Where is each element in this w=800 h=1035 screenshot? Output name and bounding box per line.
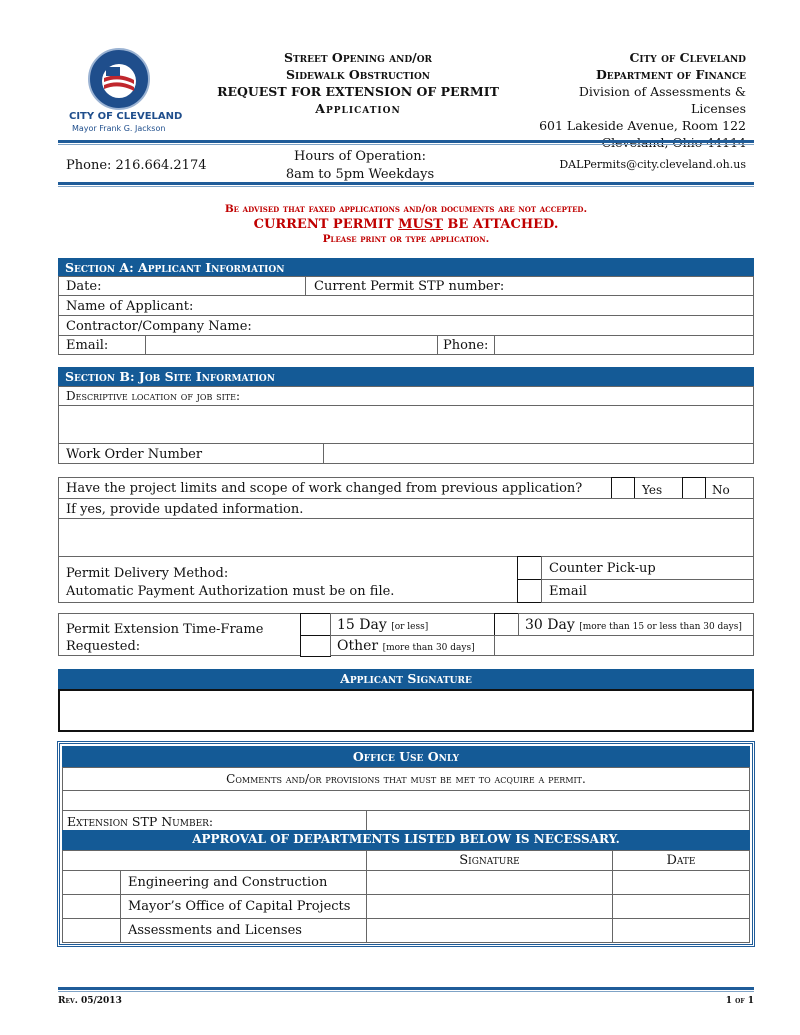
divider	[58, 182, 754, 187]
phone-label-cell	[437, 335, 495, 355]
email-field[interactable]	[145, 335, 438, 355]
signature-field[interactable]	[58, 689, 754, 732]
other-checkbox[interactable]	[300, 635, 331, 657]
signature-cell[interactable]	[366, 918, 613, 943]
stp-number-field[interactable]	[305, 276, 754, 296]
signature-cell[interactable]	[366, 894, 613, 919]
approval-check-cell[interactable]	[62, 894, 121, 919]
location-field[interactable]	[58, 405, 754, 444]
company-label: Contractor/Company Name:	[66, 319, 252, 334]
office-use-header: Office Use Only	[62, 746, 750, 767]
comments-field[interactable]	[62, 790, 750, 811]
timeframe-label-cell	[58, 613, 301, 656]
no-checkbox[interactable]	[682, 477, 706, 499]
department-cell	[120, 894, 367, 919]
department-info	[520, 49, 746, 151]
title-line1: Street Opening and/or	[283, 50, 433, 65]
department-name: Engineering and Construction	[128, 875, 328, 890]
dept-division: Division of Assessments & Licenses	[578, 84, 746, 116]
other-option[interactable]	[330, 635, 495, 656]
approval-check-cell[interactable]	[62, 918, 121, 943]
timeframe-empty-cell	[494, 635, 754, 656]
15-day-option[interactable]	[330, 613, 495, 636]
dept-address: 601 Lakeside Avenue, Room 122	[539, 118, 746, 133]
signature-cell[interactable]	[366, 870, 613, 895]
dept-col-header	[62, 850, 367, 871]
dept-name: Department of Finance	[595, 67, 746, 82]
other-note: [more than 30 days]	[382, 643, 475, 653]
dept-city-zip: Cleveland, Ohio 44114	[601, 135, 746, 150]
timeframe-requested: Requested:	[66, 639, 141, 654]
15-day-checkbox[interactable]	[300, 613, 331, 636]
dept-city: City of Cleveland	[629, 50, 746, 65]
notice-permit: CURRENT PERMIT	[253, 217, 399, 232]
city-seal-logo	[88, 48, 150, 110]
extension-stp-label: Extension STP Number:	[67, 814, 214, 829]
form-title	[200, 49, 516, 117]
15-day-note: [or less]	[391, 622, 429, 632]
extension-stp-label-cell	[62, 810, 367, 831]
applicant-name-field[interactable]	[58, 295, 754, 316]
email-option-label: Email	[549, 584, 587, 599]
section-a-header: Section A: Applicant Information	[58, 258, 754, 277]
delivery-label-cell	[58, 556, 518, 603]
logo-city-name: CITY OF CLEVELAND	[69, 111, 183, 122]
date-cell[interactable]	[612, 918, 750, 943]
30-day-checkbox[interactable]	[494, 613, 519, 636]
30-day-label: 30 Day	[525, 617, 575, 633]
phone-label: Phone:	[443, 338, 489, 353]
title-line3: REQUEST FOR EXTENSION OF PERMIT	[217, 84, 499, 99]
signature-header: Applicant Signature	[58, 669, 754, 689]
counter-pickup-option[interactable]	[541, 556, 754, 580]
counter-pickup-checkbox[interactable]	[517, 556, 542, 580]
delivery-note: Automatic Payment Authorization must be on file.	[66, 584, 395, 599]
updated-info-field[interactable]	[58, 518, 754, 557]
title-line2: Sidewalk Obstruction	[285, 67, 431, 82]
no-label: No	[712, 483, 730, 497]
notice-print: Please print or type application.	[322, 233, 490, 245]
comments-label: Comments and/or provisions that must be met to acquire a permit.	[62, 767, 750, 791]
title-line4: Application	[315, 101, 401, 116]
department-name: Mayor’s Office of Capital Projects	[128, 899, 351, 914]
hours-value: 8am to 5pm Weekdays	[285, 167, 435, 182]
company-name-field[interactable]	[58, 315, 754, 336]
if-yes-label: If yes, provide updated information.	[66, 502, 304, 517]
contact-email: DALPermits@city.cleveland.oh.us	[559, 158, 746, 171]
delivery-label: Permit Delivery Method:	[66, 566, 229, 581]
approval-check-cell[interactable]	[62, 870, 121, 895]
approval-header: APPROVAL OF DEPARTMENTS LISTED BELOW IS NECESSARY.	[62, 830, 750, 850]
work-order-label-cell	[58, 443, 324, 464]
signature-col-header: Signature	[366, 850, 613, 871]
footer-divider	[58, 987, 754, 992]
30-day-option[interactable]	[518, 613, 754, 636]
phone-field[interactable]	[494, 335, 754, 355]
location-label-cell	[58, 386, 754, 406]
other-label: Other	[337, 638, 379, 654]
date-field[interactable]	[58, 276, 306, 296]
email-label: Email:	[66, 338, 109, 353]
yes-label: Yes	[642, 483, 663, 497]
email-option[interactable]	[541, 579, 754, 603]
contact-phone: Phone: 216.664.2174	[66, 158, 207, 173]
30-day-note: [more than 15 or less than 30 days]	[579, 622, 742, 632]
department-cell	[120, 918, 367, 943]
hours-label: Hours of Operation:	[294, 149, 426, 164]
date-col-header: Date	[612, 850, 750, 871]
work-order-label: Work Order Number	[66, 447, 203, 462]
logo-mayor: Mayor Frank G. Jackson	[72, 124, 166, 133]
if-yes-row	[58, 498, 754, 519]
work-order-field[interactable]	[323, 443, 754, 464]
revision: Rev. 05/2013	[58, 996, 122, 1006]
counter-pickup-label: Counter Pick-up	[549, 561, 656, 576]
divider	[58, 140, 754, 145]
department-name: Assessments and Licenses	[128, 923, 302, 938]
applicant-name-label: Name of Applicant:	[66, 299, 194, 314]
page-number: 1 of 1	[725, 996, 754, 1006]
yes-checkbox[interactable]	[611, 477, 635, 499]
scope-question: Have the project limits and scope of work changed from previous application?	[66, 481, 583, 496]
notice-fax: Be advised that faxed applications and/or documents are not accepted.	[224, 203, 588, 215]
date-cell[interactable]	[612, 870, 750, 895]
email-label-cell	[58, 335, 146, 355]
stp-label: Current Permit STP number:	[314, 279, 505, 294]
notice-must: MUST	[398, 217, 443, 232]
email-delivery-checkbox[interactable]	[517, 579, 542, 603]
date-cell[interactable]	[612, 894, 750, 919]
notice	[58, 202, 754, 247]
notice-attached: BE ATTACHED.	[442, 217, 559, 232]
location-label: Descriptive location of job site:	[66, 389, 240, 403]
timeframe-label: Permit Extension Time-Frame	[66, 622, 264, 637]
extension-stp-field[interactable]	[366, 810, 750, 831]
15-day-label: 15 Day	[337, 617, 387, 633]
hours	[260, 148, 460, 184]
date-label: Date:	[66, 279, 102, 294]
section-b-header: Section B: Job Site Information	[58, 367, 754, 386]
department-cell	[120, 870, 367, 895]
